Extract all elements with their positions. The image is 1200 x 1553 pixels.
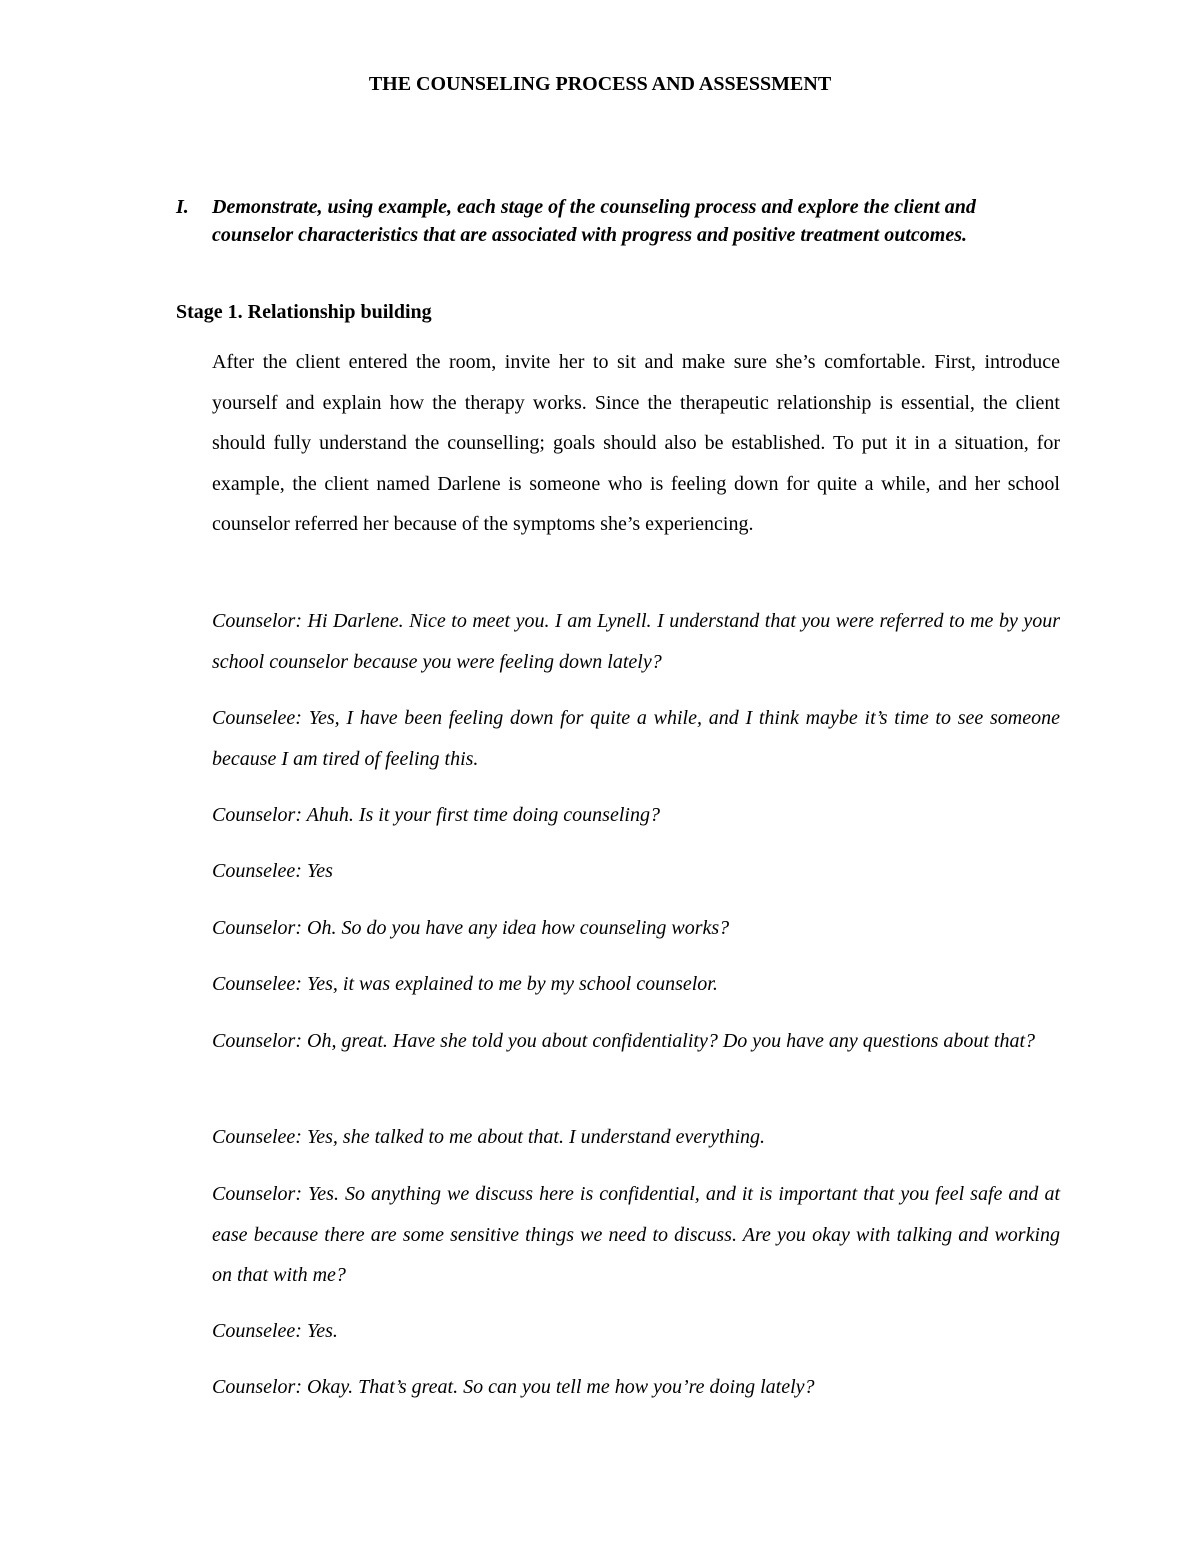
dialogue-line: Counselor: Oh. So do you have any idea how counseling works? — [212, 917, 730, 939]
dialogue-line: Counselee: Yes. — [212, 1320, 338, 1342]
dialogue-line: Counselee: Yes, it was explained to me by my school counselor. — [212, 973, 718, 995]
document-title: THE COUNSELING PROCESS AND ASSESSMENT — [368, 73, 832, 95]
question-text: Demonstrate, using example, each stage of the counseling process and explore the client and counselor characteristics that are associated with progress and positive treatment outcomes. — [212, 196, 976, 246]
question-block — [176, 193, 1036, 249]
dialogue-line: Counselee: Yes — [212, 860, 333, 882]
dialogue-line: Counselor: Yes. So anything we discuss here is confidential, and it is important that you feel safe and at ease because there are some sensitive things we need to discuss. Are you okay with talking and working on that with me? — [212, 1183, 1060, 1287]
dialogue-line: Counselee: Yes, I have been feeling down for quite a while, and I think maybe it’s time to see someone because I am tired of feeling this. — [212, 707, 1060, 770]
question-number: I. — [176, 196, 189, 218]
dialogue-line: Counselor: Oh, great. Have she told you about confidentiality? Do you have any questions about that? — [212, 1030, 1036, 1052]
dialogue-line: Counselor: Hi Darlene. Nice to meet you. I am Lynell. I understand that you were referred to me by your school counselor because you were feeling down lately? — [212, 610, 1060, 673]
intro-paragraph: After the client entered the room, invite her to sit and make sure she’s comfortable. First, introduce yourself and explain how the therapy works. Since the therapeutic relationship is essential, the client should fully understand the counselling; goals should also be established. To put it in a situation, for example, the client named Darlene is someone who is feeling down for quite a while, and her school counselor referred her because of the symptoms she’s experiencing. — [212, 351, 1060, 536]
stage-heading: Stage 1. Relationship building — [176, 301, 432, 323]
dialogue-line: Counselee: Yes, she talked to me about that. I understand everything. — [212, 1126, 766, 1148]
dialogue-line: Counselor: Okay. That’s great. So can you tell me how you’re doing lately? — [212, 1376, 815, 1398]
dialogue-line: Counselor: Ahuh. Is it your first time doing counseling? — [212, 804, 660, 826]
